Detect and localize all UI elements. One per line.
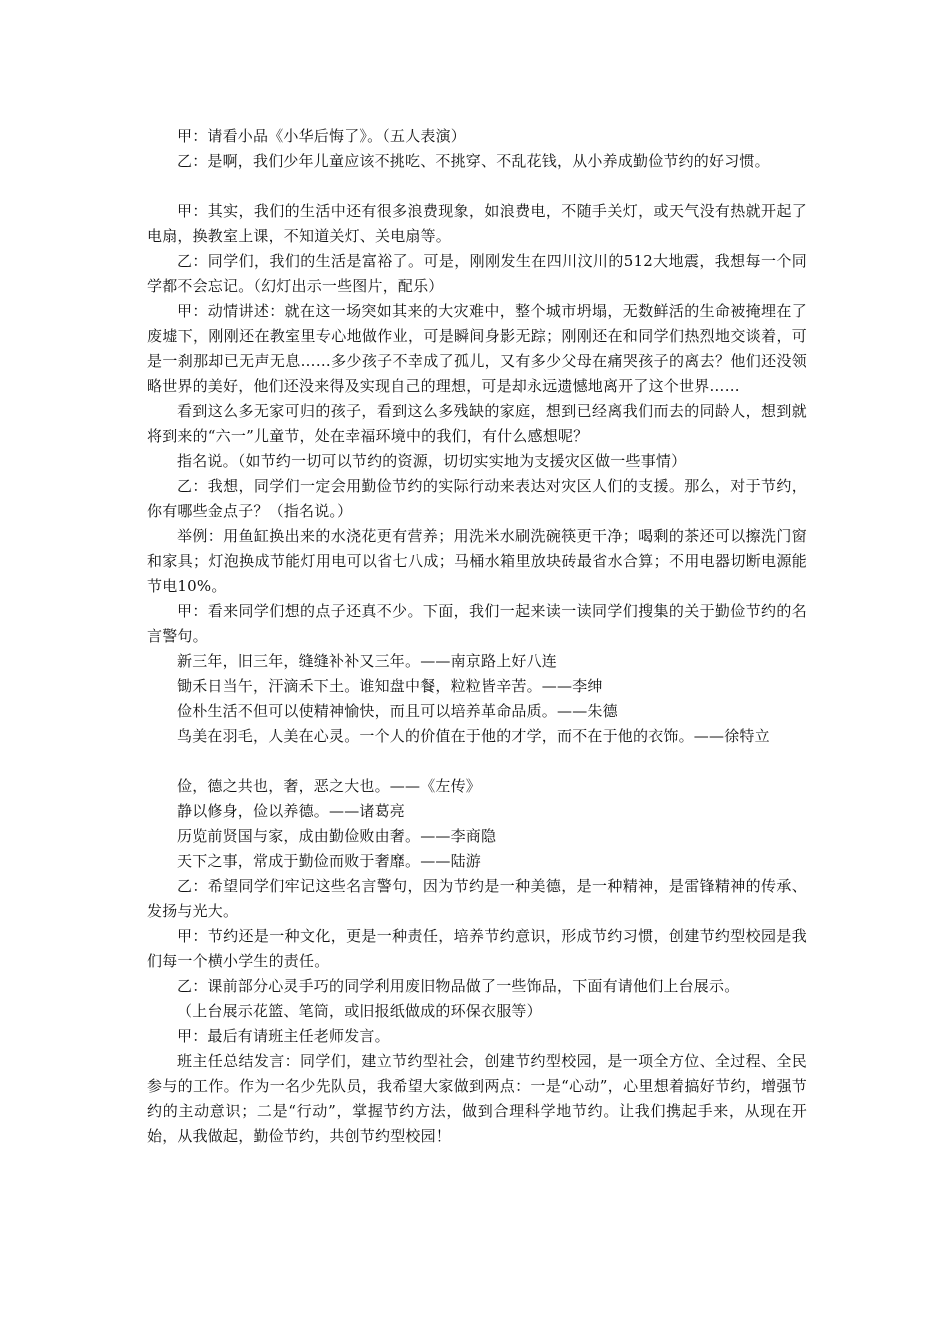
quote-4: 鸟美在羽毛，人美在心灵。一个人的价值在于他的才学，而不在于他的衣饰。——徐特立: [177, 727, 770, 745]
paragraph-4: 乙：同学们，我们的生活是富裕了。可是，刚刚发生在四川汶川的512大地震，我想每一个同学都不会忘记。（幻灯出示一些图片，配乐）: [147, 252, 807, 295]
document-body: [147, 124, 807, 1149]
paragraph-14: （上台展示花篮、笔筒，或旧报纸做成的环保衣服等）: [177, 1002, 542, 1020]
quote-8: 天下之事，常成于勤俭而败于奢靡。——陆游: [177, 852, 482, 870]
paragraph-11: 乙：希望同学们牢记这些名言警句，因为节约是一种美德，是一种精神，是雷锋精神的传承、发扬与光大。: [147, 877, 807, 920]
quote-5: 俭，德之共也，奢，恶之大也。——《左传》: [177, 777, 482, 795]
paragraph-10: 甲：看来同学们想的点子还真不少。下面，我们一起来读一读同学们搜集的关于勤俭节约的名言警句。: [147, 602, 807, 645]
paragraph-15: 甲：最后有请班主任老师发言。: [177, 1027, 390, 1045]
paragraph-9: 举例：用鱼缸换出来的水浇花更有营养；用洗米水刷洗碗筷更干净；喝剩的茶还可以擦洗门窗和家具；灯泡换成节能灯用电可以省七八成；马桶水箱里放块砖最省水合算；不用电器切断电源能节电10%。: [147, 527, 807, 595]
paragraph-7: 指名说。（如节约一切可以节约的资源，切切实实地为支援灾区做一些事情）: [177, 452, 687, 470]
paragraph-5: 甲：动情讲述：就在这一场突如其来的大灾难中，整个城市坍塌，无数鲜活的生命被掩埋在了废墟下，刚刚还在教室里专心地做作业，可是瞬间身影无踪；刚刚还在和同学们热烈地交谈着，可是一刹那却已无声无息……多少孩子不幸成了孤儿，又有多少父母在痛哭孩子的离去？他们还没领略世界的美好，他们还没来得及实现自己的理想，可是却永远遗憾地离开了这个世界……: [147, 302, 807, 395]
quote-6: 静以修身，俭以养德。——诸葛亮: [177, 802, 406, 820]
paragraph-12: 甲：节约还是一种文化，更是一种责任，培养节约意识，形成节约习惯，创建节约型校园是我们每一个横小学生的责任。: [147, 927, 807, 970]
paragraph-8: 乙：我想，同学们一定会用勤俭节约的实际行动来表达对灾区人们的支援。那么，对于节约，你有哪些金点子？（指名说。）: [147, 477, 807, 520]
paragraph-2: 乙：是啊，我们少年儿童应该不挑吃、不挑穿、不乱花钱，从小养成勤俭节约的好习惯。: [177, 152, 770, 170]
quote-1: 新三年，旧三年，缝缝补补又三年。——南京路上好八连: [177, 652, 558, 670]
quote-7: 历览前贤国与家，成由勤俭败由奢。——李商隐: [177, 827, 497, 845]
paragraph-6: 看到这么多无家可归的孩子，看到这么多残缺的家庭，想到已经离我们而去的同龄人，想到就将到来的“六一”儿童节，处在幸福环境中的我们，有什么感想呢？: [147, 402, 807, 445]
quote-3: 俭朴生活不但可以使精神愉快，而且可以培养革命品质。——朱德: [177, 702, 618, 720]
paragraph-1: 甲：请看小品《小华后悔了》。（五人表演）: [177, 127, 467, 145]
paragraph-13: 乙：课前部分心灵手巧的同学利用废旧物品做了一些饰品，下面有请他们上台展示。: [177, 977, 740, 995]
paragraph-3: 甲：其实，我们的生活中还有很多浪费现象，如浪费电，不随手关灯，或天气没有热就开起了电扇，换教室上课，不知道关灯、关电扇等。: [147, 202, 807, 245]
quote-2: 锄禾日当午，汗滴禾下土。谁知盘中餐，粒粒皆辛苦。——李绅: [177, 677, 603, 695]
paragraph-16: 班主任总结发言：同学们，建立节约型社会，创建节约型校园，是一项全方位、全过程、全民参与的工作。作为一名少先队员，我希望大家做到两点：一是“心动”，心里想着搞好节约，增强节约的主动意识；二是“行动”，掌握节约方法，做到合理科学地节约。让我们携起手来，从现在开始，从我做起，勤俭节约，共创节约型校园！: [147, 1052, 807, 1145]
